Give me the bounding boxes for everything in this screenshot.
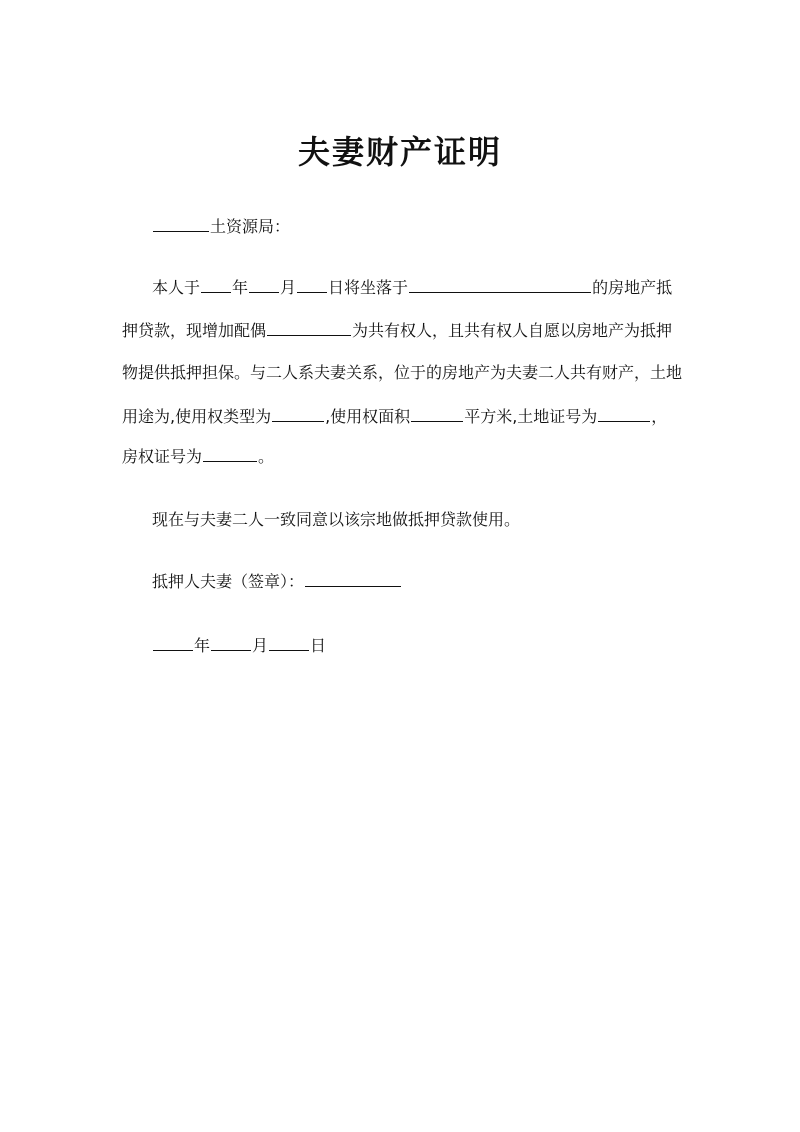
body-text: 的房地产抵 [592, 278, 673, 297]
signature-label: 抵押人夫妻（签章）： [152, 572, 305, 591]
body-text: 房权证号为 [122, 447, 203, 466]
body-text: 月 [280, 278, 297, 297]
date-month-blank[interactable] [211, 633, 251, 651]
body-line-2 [122, 318, 682, 343]
body-text: 。 [258, 447, 275, 466]
addressee-suffix: 土资源局： [210, 217, 291, 236]
document-title: 夫妻财产证明 [297, 133, 502, 171]
body-line-3 [122, 361, 682, 385]
use-right-type-blank[interactable] [272, 404, 324, 422]
year-blank[interactable] [201, 275, 231, 293]
body-text: ,使用权面积 [325, 407, 411, 426]
spouse-blank[interactable] [267, 318, 351, 336]
body-line-5 [122, 444, 682, 469]
date-year-label: 年 [194, 636, 211, 655]
consent-line [152, 508, 712, 532]
month-blank[interactable] [249, 275, 279, 293]
date-day-label: 日 [310, 636, 327, 655]
date-line [152, 633, 712, 658]
date-day-blank[interactable] [269, 633, 309, 651]
body-text: 本人于 [152, 278, 201, 297]
date-month-label: 月 [252, 636, 269, 655]
consent-text: 现在与夫妻二人一致同意以该宗地做抵押贷款使用。 [152, 510, 521, 529]
land-cert-blank[interactable] [598, 404, 650, 422]
location-blank[interactable] [409, 275, 591, 293]
day-blank[interactable] [297, 275, 327, 293]
addressee-blank[interactable] [153, 214, 209, 232]
date-year-blank[interactable] [153, 633, 193, 651]
body-text: 为共有权人，且共有权人自愿以房地产为抵押 [352, 321, 673, 340]
area-blank[interactable] [411, 404, 463, 422]
body-line-4 [122, 404, 682, 429]
addressee-line [152, 214, 712, 239]
body-text: 平方米,土地证号为 [464, 407, 598, 426]
body-text: 物提供抵押担保。与二人系夫妻关系，位于的房地产为夫妻二人共有财产，土地 [122, 363, 683, 382]
body-text: 用途为,使用权类型为 [122, 407, 272, 426]
signature-blank[interactable] [305, 569, 401, 587]
body-text: 日将坐落于 [328, 278, 409, 297]
body-text: 押贷款，现增加配偶 [122, 321, 267, 340]
property-cert-blank[interactable] [203, 444, 257, 462]
body-text: 年 [232, 278, 249, 297]
signature-line [152, 569, 712, 594]
body-line-1 [152, 275, 682, 300]
body-text: ， [651, 407, 668, 426]
